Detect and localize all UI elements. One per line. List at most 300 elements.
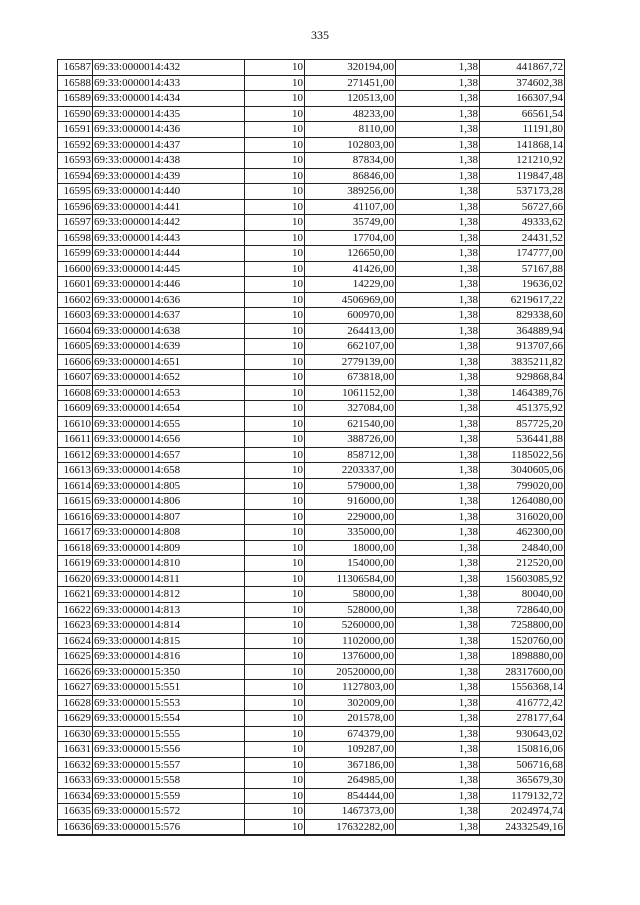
amount-cell: 28317600,00 [480, 664, 565, 680]
coefficient-cell: 1,38 [396, 571, 480, 587]
row-number-cell: 16621 [58, 587, 93, 603]
amount-cell: 913707,66 [480, 339, 565, 355]
row-number-cell: 16603 [58, 308, 93, 324]
row-number-cell: 16605 [58, 339, 93, 355]
row-number-cell: 16607 [58, 370, 93, 386]
row-number-cell: 16623 [58, 618, 93, 634]
amount-cell: 462300,00 [480, 525, 565, 541]
row-number-cell: 16632 [58, 757, 93, 773]
cadastral-number-cell: 69:33:0000014:441 [93, 199, 245, 215]
table-row [58, 199, 565, 215]
cadastral-number-cell: 69:33:0000014:808 [93, 525, 245, 541]
cadastral-number-cell: 69:33:0000014:654 [93, 401, 245, 417]
cadastral-number-cell: 69:33:0000014:443 [93, 230, 245, 246]
tax-rate-cell: 10 [245, 478, 305, 494]
table-row [58, 633, 565, 649]
table-row [58, 509, 565, 525]
value-cell: 48233,00 [305, 106, 396, 122]
cadastral-number-cell: 69:33:0000014:656 [93, 432, 245, 448]
value-cell: 14229,00 [305, 277, 396, 293]
table-row [58, 680, 565, 696]
amount-cell: 141868,14 [480, 137, 565, 153]
value-cell: 41107,00 [305, 199, 396, 215]
amount-cell: 374602,38 [480, 75, 565, 91]
table-row [58, 525, 565, 541]
row-number-cell: 16609 [58, 401, 93, 417]
cadastral-number-cell: 69:33:0000015:557 [93, 757, 245, 773]
amount-cell: 80040,00 [480, 587, 565, 603]
row-number-cell: 16593 [58, 153, 93, 169]
table-row [58, 494, 565, 510]
amount-cell: 536441,88 [480, 432, 565, 448]
coefficient-cell: 1,38 [396, 354, 480, 370]
coefficient-cell: 1,38 [396, 711, 480, 727]
table-row [58, 649, 565, 665]
table-row [58, 571, 565, 587]
value-cell: 271451,00 [305, 75, 396, 91]
tax-rate-cell: 10 [245, 509, 305, 525]
tax-rate-cell: 10 [245, 215, 305, 231]
cadastral-number-cell: 69:33:0000014:657 [93, 447, 245, 463]
value-cell: 264413,00 [305, 323, 396, 339]
table-row [58, 463, 565, 479]
value-cell: 367186,00 [305, 757, 396, 773]
row-number-cell: 16589 [58, 91, 93, 107]
amount-cell: 166307,94 [480, 91, 565, 107]
coefficient-cell: 1,38 [396, 401, 480, 417]
value-cell: 302009,00 [305, 695, 396, 711]
cadastral-number-cell: 69:33:0000014:807 [93, 509, 245, 525]
tax-rate-cell: 10 [245, 618, 305, 634]
value-cell: 120513,00 [305, 91, 396, 107]
coefficient-cell: 1,38 [396, 215, 480, 231]
registry-table [57, 59, 565, 836]
amount-cell: 1898880,00 [480, 649, 565, 665]
row-number-cell: 16636 [58, 819, 93, 835]
tax-rate-cell: 10 [245, 137, 305, 153]
coefficient-cell: 1,38 [396, 804, 480, 820]
row-number-cell: 16628 [58, 695, 93, 711]
row-number-cell: 16587 [58, 60, 93, 76]
row-number-cell: 16631 [58, 742, 93, 758]
coefficient-cell: 1,38 [396, 308, 480, 324]
value-cell: 579000,00 [305, 478, 396, 494]
coefficient-cell: 1,38 [396, 153, 480, 169]
cadastral-number-cell: 69:33:0000014:816 [93, 649, 245, 665]
table-row [58, 416, 565, 432]
table-row [58, 788, 565, 804]
amount-cell: 49333,62 [480, 215, 565, 231]
row-number-cell: 16595 [58, 184, 93, 200]
tax-rate-cell: 10 [245, 819, 305, 835]
value-cell: 264985,00 [305, 773, 396, 789]
value-cell: 673818,00 [305, 370, 396, 386]
cadastral-number-cell: 69:33:0000014:437 [93, 137, 245, 153]
table-row [58, 385, 565, 401]
tax-rate-cell: 10 [245, 339, 305, 355]
coefficient-cell: 1,38 [396, 478, 480, 494]
tax-rate-cell: 10 [245, 773, 305, 789]
coefficient-cell: 1,38 [396, 339, 480, 355]
coefficient-cell: 1,38 [396, 509, 480, 525]
table-row [58, 370, 565, 386]
value-cell: 388726,00 [305, 432, 396, 448]
value-cell: 1376000,00 [305, 649, 396, 665]
cadastral-number-cell: 69:33:0000014:809 [93, 540, 245, 556]
value-cell: 327084,00 [305, 401, 396, 417]
coefficient-cell: 1,38 [396, 432, 480, 448]
coefficient-cell: 1,38 [396, 246, 480, 262]
value-cell: 201578,00 [305, 711, 396, 727]
row-number-cell: 16618 [58, 540, 93, 556]
amount-cell: 11191,80 [480, 122, 565, 138]
cadastral-number-cell: 69:33:0000014:445 [93, 261, 245, 277]
table-row [58, 91, 565, 107]
tax-rate-cell: 10 [245, 757, 305, 773]
tax-rate-cell: 10 [245, 587, 305, 603]
coefficient-cell: 1,38 [396, 680, 480, 696]
tax-rate-cell: 10 [245, 261, 305, 277]
tax-rate-cell: 10 [245, 401, 305, 417]
cadastral-number-cell: 69:33:0000015:553 [93, 695, 245, 711]
tax-rate-cell: 10 [245, 556, 305, 572]
coefficient-cell: 1,38 [396, 184, 480, 200]
row-number-cell: 16610 [58, 416, 93, 432]
row-number-cell: 16619 [58, 556, 93, 572]
amount-cell: 56727,66 [480, 199, 565, 215]
value-cell: 858712,00 [305, 447, 396, 463]
cadastral-number-cell: 69:33:0000014:651 [93, 354, 245, 370]
amount-cell: 930643,02 [480, 726, 565, 742]
cadastral-number-cell: 69:33:0000014:438 [93, 153, 245, 169]
table-row [58, 339, 565, 355]
value-cell: 2779139,00 [305, 354, 396, 370]
value-cell: 335000,00 [305, 525, 396, 541]
cadastral-number-cell: 69:33:0000014:638 [93, 323, 245, 339]
registry-table-body [58, 60, 565, 836]
value-cell: 854444,00 [305, 788, 396, 804]
value-cell: 229000,00 [305, 509, 396, 525]
table-row [58, 726, 565, 742]
row-number-cell: 16613 [58, 463, 93, 479]
value-cell: 126650,00 [305, 246, 396, 262]
value-cell: 1061152,00 [305, 385, 396, 401]
value-cell: 154000,00 [305, 556, 396, 572]
table-row [58, 60, 565, 76]
value-cell: 35749,00 [305, 215, 396, 231]
table-row [58, 277, 565, 293]
value-cell: 17632282,00 [305, 819, 396, 835]
amount-cell: 506716,68 [480, 757, 565, 773]
tax-rate-cell: 10 [245, 230, 305, 246]
cadastral-number-cell: 69:33:0000015:556 [93, 742, 245, 758]
amount-cell: 416772,42 [480, 695, 565, 711]
tax-rate-cell: 10 [245, 432, 305, 448]
value-cell: 528000,00 [305, 602, 396, 618]
amount-cell: 19636,02 [480, 277, 565, 293]
tax-rate-cell: 10 [245, 649, 305, 665]
value-cell: 20520000,00 [305, 664, 396, 680]
amount-cell: 829338,60 [480, 308, 565, 324]
value-cell: 11306584,00 [305, 571, 396, 587]
coefficient-cell: 1,38 [396, 370, 480, 386]
cadastral-number-cell: 69:33:0000014:655 [93, 416, 245, 432]
coefficient-cell: 1,38 [396, 633, 480, 649]
cadastral-number-cell: 69:33:0000014:636 [93, 292, 245, 308]
table-row [58, 246, 565, 262]
amount-cell: 121210,92 [480, 153, 565, 169]
coefficient-cell: 1,38 [396, 540, 480, 556]
row-number-cell: 16601 [58, 277, 93, 293]
coefficient-cell: 1,38 [396, 385, 480, 401]
tax-rate-cell: 10 [245, 571, 305, 587]
tax-rate-cell: 10 [245, 354, 305, 370]
cadastral-number-cell: 69:33:0000014:444 [93, 246, 245, 262]
tax-rate-cell: 10 [245, 277, 305, 293]
coefficient-cell: 1,38 [396, 525, 480, 541]
tax-rate-cell: 10 [245, 540, 305, 556]
row-number-cell: 16599 [58, 246, 93, 262]
row-number-cell: 16625 [58, 649, 93, 665]
coefficient-cell: 1,38 [396, 664, 480, 680]
table-row [58, 804, 565, 820]
row-number-cell: 16627 [58, 680, 93, 696]
amount-cell: 150816,06 [480, 742, 565, 758]
row-number-cell: 16602 [58, 292, 93, 308]
tax-rate-cell: 10 [245, 106, 305, 122]
tax-rate-cell: 10 [245, 494, 305, 510]
table-row [58, 819, 565, 835]
table-row [58, 168, 565, 184]
table-row [58, 664, 565, 680]
tax-rate-cell: 10 [245, 664, 305, 680]
value-cell: 662107,00 [305, 339, 396, 355]
amount-cell: 799020,00 [480, 478, 565, 494]
tax-rate-cell: 10 [245, 199, 305, 215]
value-cell: 674379,00 [305, 726, 396, 742]
table-row [58, 308, 565, 324]
table-row [58, 122, 565, 138]
tax-rate-cell: 10 [245, 711, 305, 727]
amount-cell: 66561,54 [480, 106, 565, 122]
row-number-cell: 16608 [58, 385, 93, 401]
cadastral-number-cell: 69:33:0000014:440 [93, 184, 245, 200]
table-row [58, 773, 565, 789]
amount-cell: 1264080,00 [480, 494, 565, 510]
table-row [58, 153, 565, 169]
value-cell: 600970,00 [305, 308, 396, 324]
row-number-cell: 16622 [58, 602, 93, 618]
tax-rate-cell: 10 [245, 726, 305, 742]
amount-cell: 24332549,16 [480, 819, 565, 835]
table-row [58, 618, 565, 634]
value-cell: 2203337,00 [305, 463, 396, 479]
value-cell: 389256,00 [305, 184, 396, 200]
coefficient-cell: 1,38 [396, 618, 480, 634]
value-cell: 4506969,00 [305, 292, 396, 308]
amount-cell: 3040605,06 [480, 463, 565, 479]
coefficient-cell: 1,38 [396, 757, 480, 773]
cadastral-number-cell: 69:33:0000014:442 [93, 215, 245, 231]
cadastral-number-cell: 69:33:0000014:811 [93, 571, 245, 587]
coefficient-cell: 1,38 [396, 230, 480, 246]
row-number-cell: 16635 [58, 804, 93, 820]
amount-cell: 441867,72 [480, 60, 565, 76]
cadastral-number-cell: 69:33:0000015:551 [93, 680, 245, 696]
value-cell: 320194,00 [305, 60, 396, 76]
coefficient-cell: 1,38 [396, 416, 480, 432]
row-number-cell: 16626 [58, 664, 93, 680]
amount-cell: 1185022,56 [480, 447, 565, 463]
value-cell: 41426,00 [305, 261, 396, 277]
table-row [58, 695, 565, 711]
tax-rate-cell: 10 [245, 447, 305, 463]
row-number-cell: 16617 [58, 525, 93, 541]
coefficient-cell: 1,38 [396, 649, 480, 665]
coefficient-cell: 1,38 [396, 137, 480, 153]
cadastral-number-cell: 69:33:0000014:815 [93, 633, 245, 649]
coefficient-cell: 1,38 [396, 75, 480, 91]
tax-rate-cell: 10 [245, 633, 305, 649]
row-number-cell: 16633 [58, 773, 93, 789]
amount-cell: 728640,00 [480, 602, 565, 618]
tax-rate-cell: 10 [245, 385, 305, 401]
cadastral-number-cell: 69:33:0000014:637 [93, 308, 245, 324]
coefficient-cell: 1,38 [396, 60, 480, 76]
amount-cell: 537173,28 [480, 184, 565, 200]
coefficient-cell: 1,38 [396, 819, 480, 835]
cadastral-number-cell: 69:33:0000014:814 [93, 618, 245, 634]
cadastral-number-cell: 69:33:0000015:559 [93, 788, 245, 804]
table-row [58, 184, 565, 200]
coefficient-cell: 1,38 [396, 726, 480, 742]
tax-rate-cell: 10 [245, 525, 305, 541]
amount-cell: 1464389,76 [480, 385, 565, 401]
coefficient-cell: 1,38 [396, 587, 480, 603]
amount-cell: 15603085,92 [480, 571, 565, 587]
cadastral-number-cell: 69:33:0000014:813 [93, 602, 245, 618]
coefficient-cell: 1,38 [396, 556, 480, 572]
page-number: 335 [311, 28, 329, 42]
row-number-cell: 16615 [58, 494, 93, 510]
row-number-cell: 16606 [58, 354, 93, 370]
value-cell: 58000,00 [305, 587, 396, 603]
amount-cell: 278177,64 [480, 711, 565, 727]
row-number-cell: 16612 [58, 447, 93, 463]
cadastral-number-cell: 69:33:0000014:446 [93, 277, 245, 293]
cadastral-number-cell: 69:33:0000015:555 [93, 726, 245, 742]
row-number-cell: 16629 [58, 711, 93, 727]
amount-cell: 1179132,72 [480, 788, 565, 804]
amount-cell: 174777,00 [480, 246, 565, 262]
tax-rate-cell: 10 [245, 246, 305, 262]
tax-rate-cell: 10 [245, 463, 305, 479]
value-cell: 5260000,00 [305, 618, 396, 634]
table-row [58, 261, 565, 277]
value-cell: 916000,00 [305, 494, 396, 510]
value-cell: 8110,00 [305, 122, 396, 138]
table-row [58, 354, 565, 370]
value-cell: 621540,00 [305, 416, 396, 432]
amount-cell: 3835211,82 [480, 354, 565, 370]
coefficient-cell: 1,38 [396, 463, 480, 479]
value-cell: 1127803,00 [305, 680, 396, 696]
value-cell: 87834,00 [305, 153, 396, 169]
cadastral-number-cell: 69:33:0000014:439 [93, 168, 245, 184]
value-cell: 86846,00 [305, 168, 396, 184]
coefficient-cell: 1,38 [396, 788, 480, 804]
coefficient-cell: 1,38 [396, 695, 480, 711]
cadastral-number-cell: 69:33:0000014:639 [93, 339, 245, 355]
table-row [58, 757, 565, 773]
tax-rate-cell: 10 [245, 602, 305, 618]
table-row [58, 137, 565, 153]
row-number-cell: 16592 [58, 137, 93, 153]
cadastral-number-cell: 69:33:0000014:658 [93, 463, 245, 479]
tax-rate-cell: 10 [245, 695, 305, 711]
amount-cell: 6219617,22 [480, 292, 565, 308]
amount-cell: 451375,92 [480, 401, 565, 417]
tax-rate-cell: 10 [245, 788, 305, 804]
value-cell: 18000,00 [305, 540, 396, 556]
table-row [58, 75, 565, 91]
amount-cell: 24840,00 [480, 540, 565, 556]
coefficient-cell: 1,38 [396, 168, 480, 184]
amount-cell: 7258800,00 [480, 618, 565, 634]
table-row [58, 401, 565, 417]
tax-rate-cell: 10 [245, 184, 305, 200]
cadastral-number-cell: 69:33:0000015:558 [93, 773, 245, 789]
value-cell: 102803,00 [305, 137, 396, 153]
value-cell: 109287,00 [305, 742, 396, 758]
table-row [58, 292, 565, 308]
cadastral-number-cell: 69:33:0000015:554 [93, 711, 245, 727]
tax-rate-cell: 10 [245, 416, 305, 432]
tax-rate-cell: 10 [245, 75, 305, 91]
table-row [58, 215, 565, 231]
coefficient-cell: 1,38 [396, 106, 480, 122]
row-number-cell: 16596 [58, 199, 93, 215]
cadastral-number-cell: 69:33:0000014:805 [93, 478, 245, 494]
table-row [58, 742, 565, 758]
tax-rate-cell: 10 [245, 804, 305, 820]
cadastral-number-cell: 69:33:0000014:436 [93, 122, 245, 138]
tax-rate-cell: 10 [245, 168, 305, 184]
cadastral-number-cell: 69:33:0000014:653 [93, 385, 245, 401]
tax-rate-cell: 10 [245, 742, 305, 758]
cadastral-number-cell: 69:33:0000014:433 [93, 75, 245, 91]
cadastral-number-cell: 69:33:0000014:812 [93, 587, 245, 603]
table-row [58, 447, 565, 463]
row-number-cell: 16590 [58, 106, 93, 122]
tax-rate-cell: 10 [245, 91, 305, 107]
amount-cell: 57167,88 [480, 261, 565, 277]
cadastral-number-cell: 69:33:0000014:432 [93, 60, 245, 76]
tax-rate-cell: 10 [245, 60, 305, 76]
table-row [58, 602, 565, 618]
row-number-cell: 16620 [58, 571, 93, 587]
coefficient-cell: 1,38 [396, 199, 480, 215]
cadastral-number-cell: 69:33:0000015:576 [93, 819, 245, 835]
coefficient-cell: 1,38 [396, 122, 480, 138]
table-row [58, 587, 565, 603]
amount-cell: 119847,48 [480, 168, 565, 184]
tax-rate-cell: 10 [245, 153, 305, 169]
tax-rate-cell: 10 [245, 680, 305, 696]
row-number-cell: 16634 [58, 788, 93, 804]
table-row [58, 230, 565, 246]
cadastral-number-cell: 69:33:0000014:652 [93, 370, 245, 386]
